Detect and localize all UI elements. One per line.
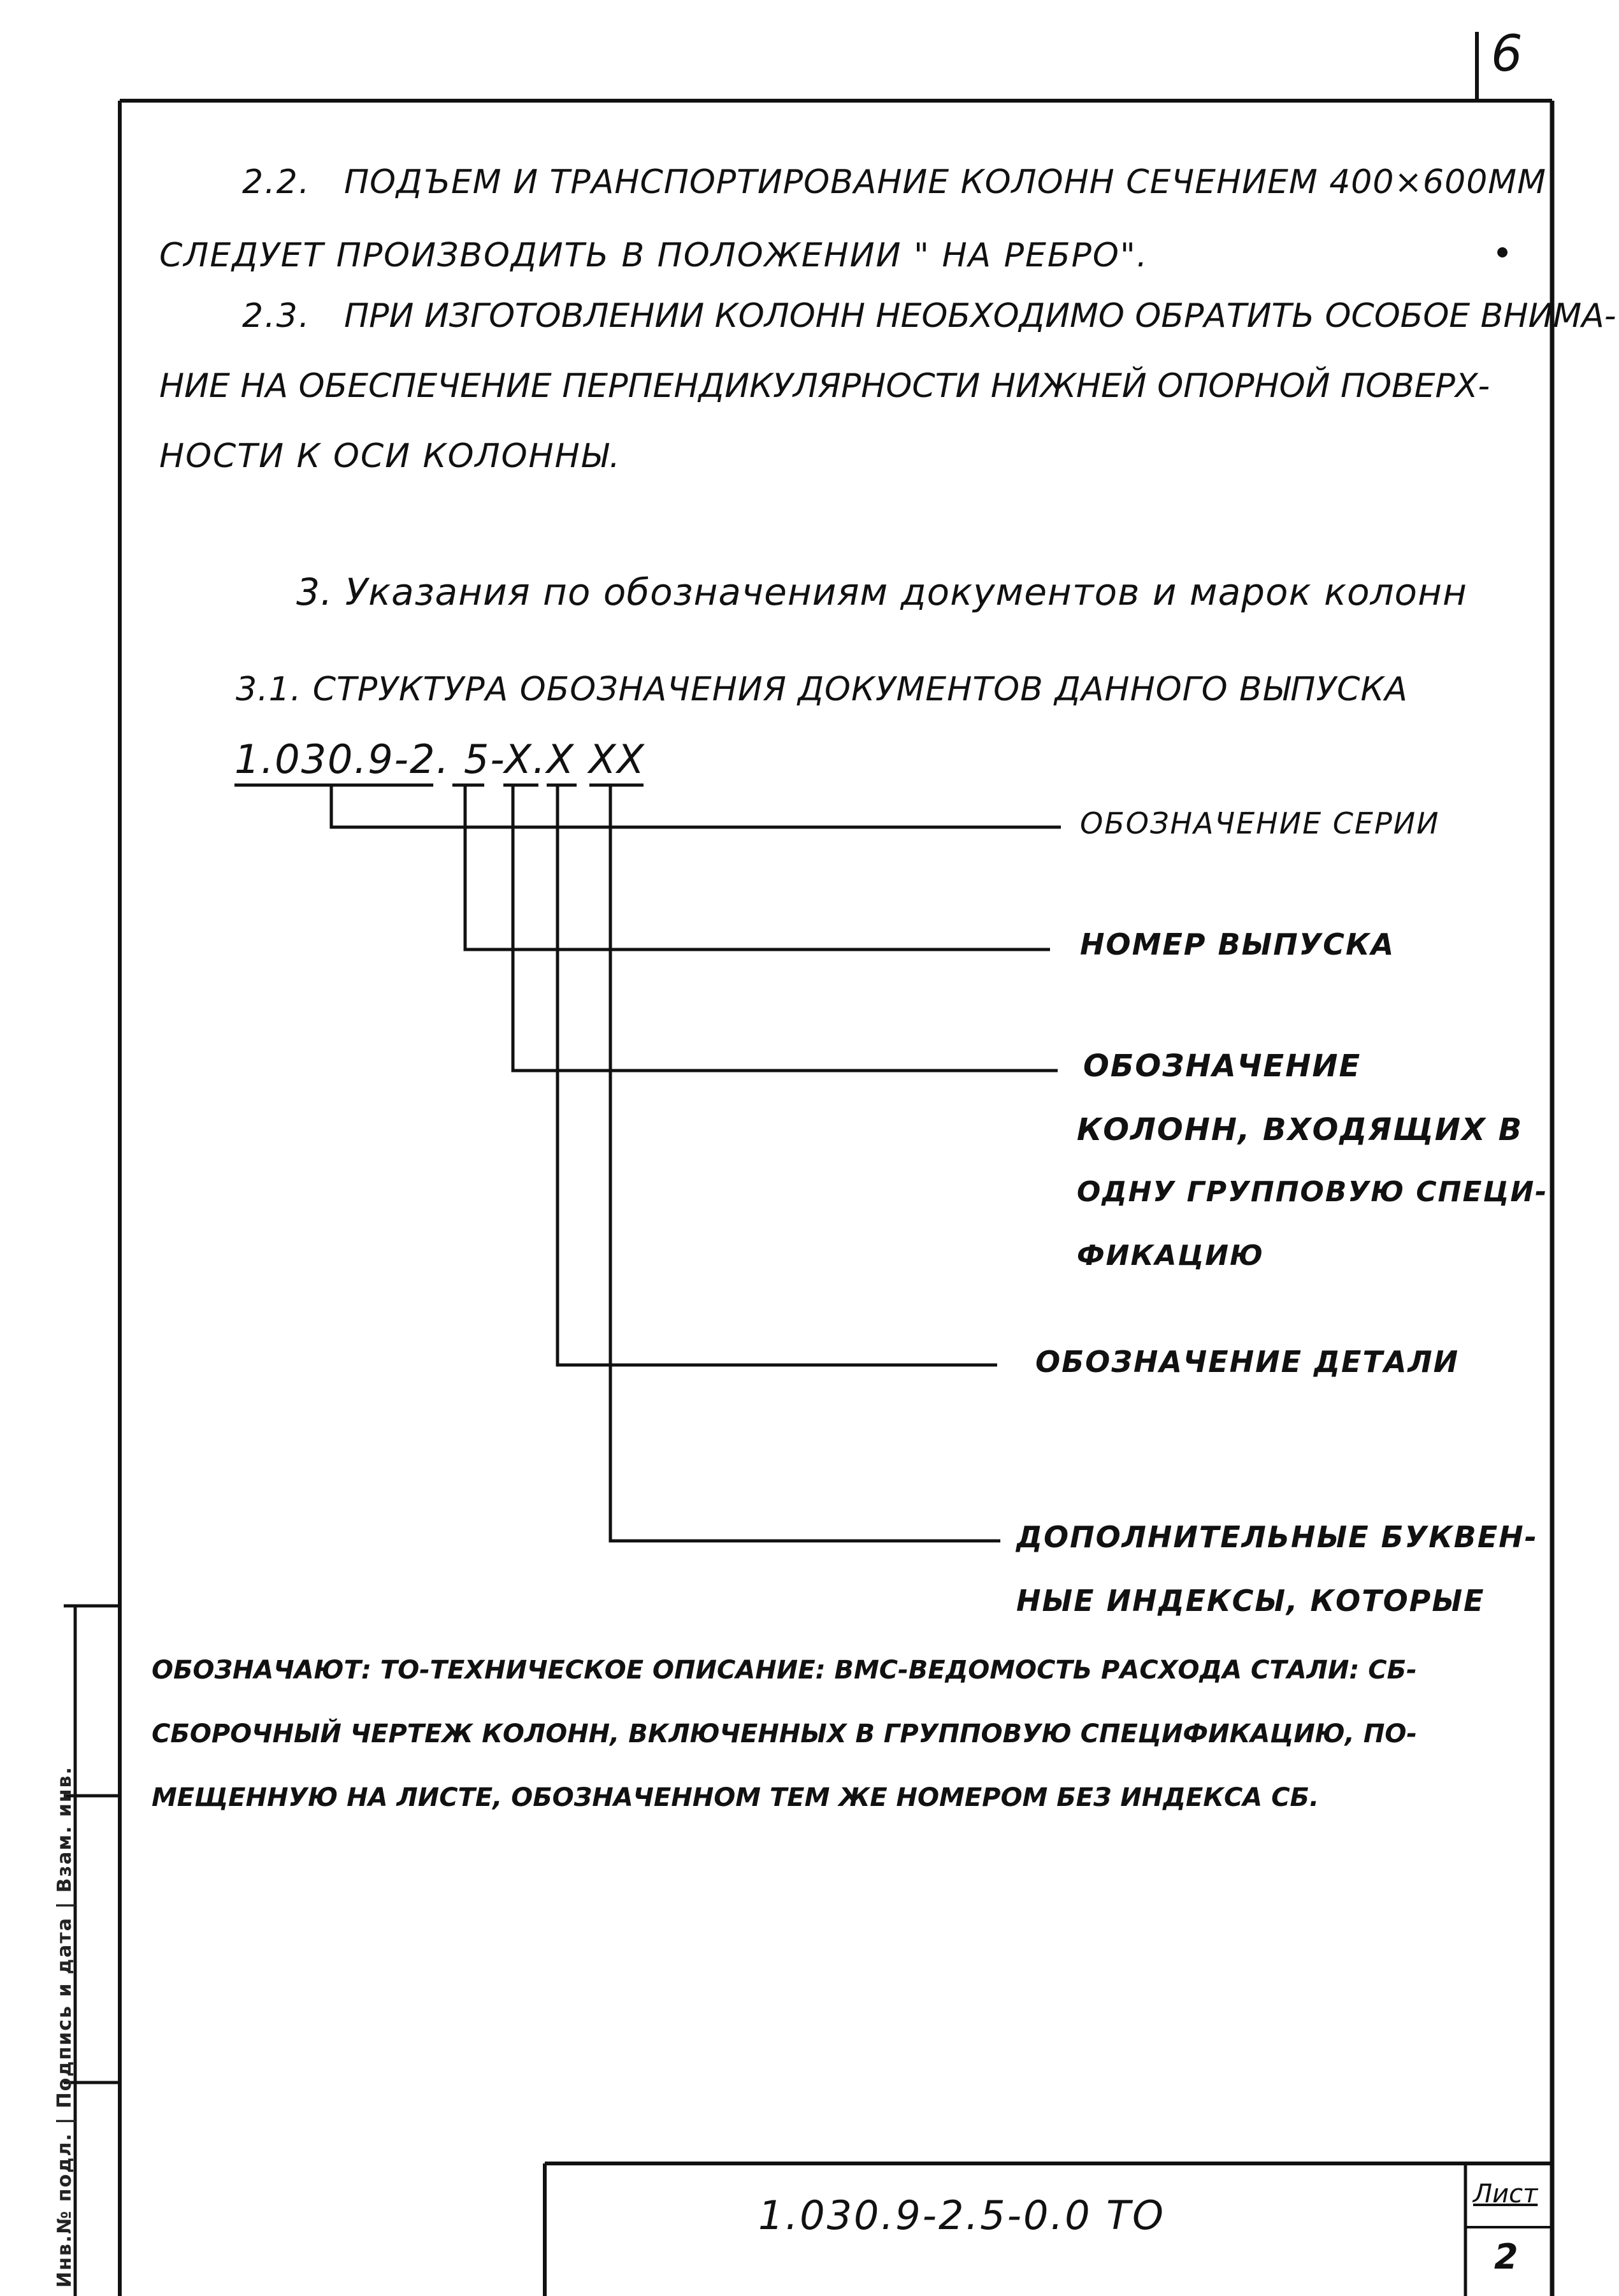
title-document-code: 1.030.9-2.5-0.0 ТО xyxy=(758,2192,1165,2239)
leader-detail xyxy=(558,785,997,1365)
p2-3-line3: НОСТИ К ОСИ КОЛОННЫ. xyxy=(159,437,621,475)
legend-detail: ОБОЗНАЧЕНИЕ ДЕТАЛИ xyxy=(1035,1345,1460,1379)
explain-line2: СБОРОЧНЫЙ ЧЕРТЕЖ КОЛОНН, ВКЛЮЧЕННЫХ В ГРУППОВУЮ СПЕЦИФИКАЦИЮ, ПО- xyxy=(152,1719,1417,1749)
p2-3-number: 2.3. xyxy=(242,297,311,335)
leader-extra xyxy=(610,785,1000,1541)
legend-extra-line1: ДОПОЛНИТЕЛЬНЫЕ БУКВЕН- xyxy=(1016,1520,1538,1554)
legend-series: ОБОЗНАЧЕНИЕ СЕРИИ xyxy=(1080,806,1440,841)
p2-2-line1: ПОДЪЕМ И ТРАНСПОРТИРОВАНИЕ КОЛОНН СЕЧЕНИЕМ 400×600ММ xyxy=(344,163,1547,201)
p2-2-line2: СЛЕДУЕТ ПРОИЗВОДИТЬ В ПОЛОЖЕНИИ " НА РЕБРО". xyxy=(159,236,1149,275)
title-sheet-label: Лист xyxy=(1473,2179,1538,2209)
code-group: X xyxy=(504,736,533,783)
p2-3-line2: НИЕ НА ОБЕСПЕЧЕНИЕ ПЕРПЕНДИКУЛЯРНОСТИ НИЖНЕЙ ОПОРНОЙ ПОВЕРХ- xyxy=(159,367,1490,405)
code-designation: 1.030.9-2. 5-X.X XX xyxy=(234,736,645,783)
explain-line3: МЕЩЕННУЮ НА ЛИСТЕ, ОБОЗНАЧЕННОМ ТЕМ ЖЕ НОМЕРОМ БЕЗ ИНДЕКСА СБ. xyxy=(152,1783,1320,1812)
p2-2-number: 2.2. xyxy=(242,163,311,201)
title-sheet-number: 2 xyxy=(1494,2237,1518,2277)
code-dot: . xyxy=(436,736,450,783)
legend-group-line1: ОБОЗНАЧЕНИЕ xyxy=(1083,1048,1362,1084)
side-stamp-label: Инв.№ подл. | Подпись и дата | Взам. инв. xyxy=(54,1766,76,2288)
section-3-heading: 3. Указания по обозначениям документов и марок колонн xyxy=(296,570,1467,614)
p2-3-line1: ПРИ ИЗГОТОВЛЕНИИ КОЛОНН НЕОБХОДИМО ОБРАТИТЬ ОСОБОЕ ВНИМА- xyxy=(344,297,1616,335)
legend-issue: НОМЕР ВЫПУСКА xyxy=(1080,927,1395,962)
section-3-1-heading: 3.1. СТРУКТУРА ОБОЗНАЧЕНИЯ ДОКУМЕНТОВ ДАННОГО ВЫПУСКА xyxy=(236,670,1408,709)
code-issue: 5 xyxy=(463,736,491,783)
leader-series xyxy=(331,785,1061,827)
legend-group-line4: ФИКАЦИЮ xyxy=(1077,1239,1264,1272)
leader-issue xyxy=(465,785,1050,949)
code-series: 1.030.9-2 xyxy=(234,736,436,783)
page-corner-number: 6 xyxy=(1491,25,1523,83)
legend-group-line3: ОДНУ ГРУППОВУЮ СПЕЦИ- xyxy=(1077,1176,1548,1208)
explain-line1: ОБОЗНАЧАЮТ: ТО-ТЕХНИЧЕСКОЕ ОПИСАНИЕ: ВМС-ВЕДОМОСТЬ РАСХОДА СТАЛИ: СБ- xyxy=(152,1656,1417,1685)
legend-group-line2: КОЛОНН, ВХОДЯЩИХ В xyxy=(1077,1112,1523,1148)
ink-dot xyxy=(1497,247,1507,257)
code-extra: XX xyxy=(588,736,645,783)
legend-extra-line2: НЫЕ ИНДЕКСЫ, КОТОРЫЕ xyxy=(1016,1584,1485,1618)
code-dash: - xyxy=(490,736,505,783)
code-detail: X xyxy=(546,736,575,783)
